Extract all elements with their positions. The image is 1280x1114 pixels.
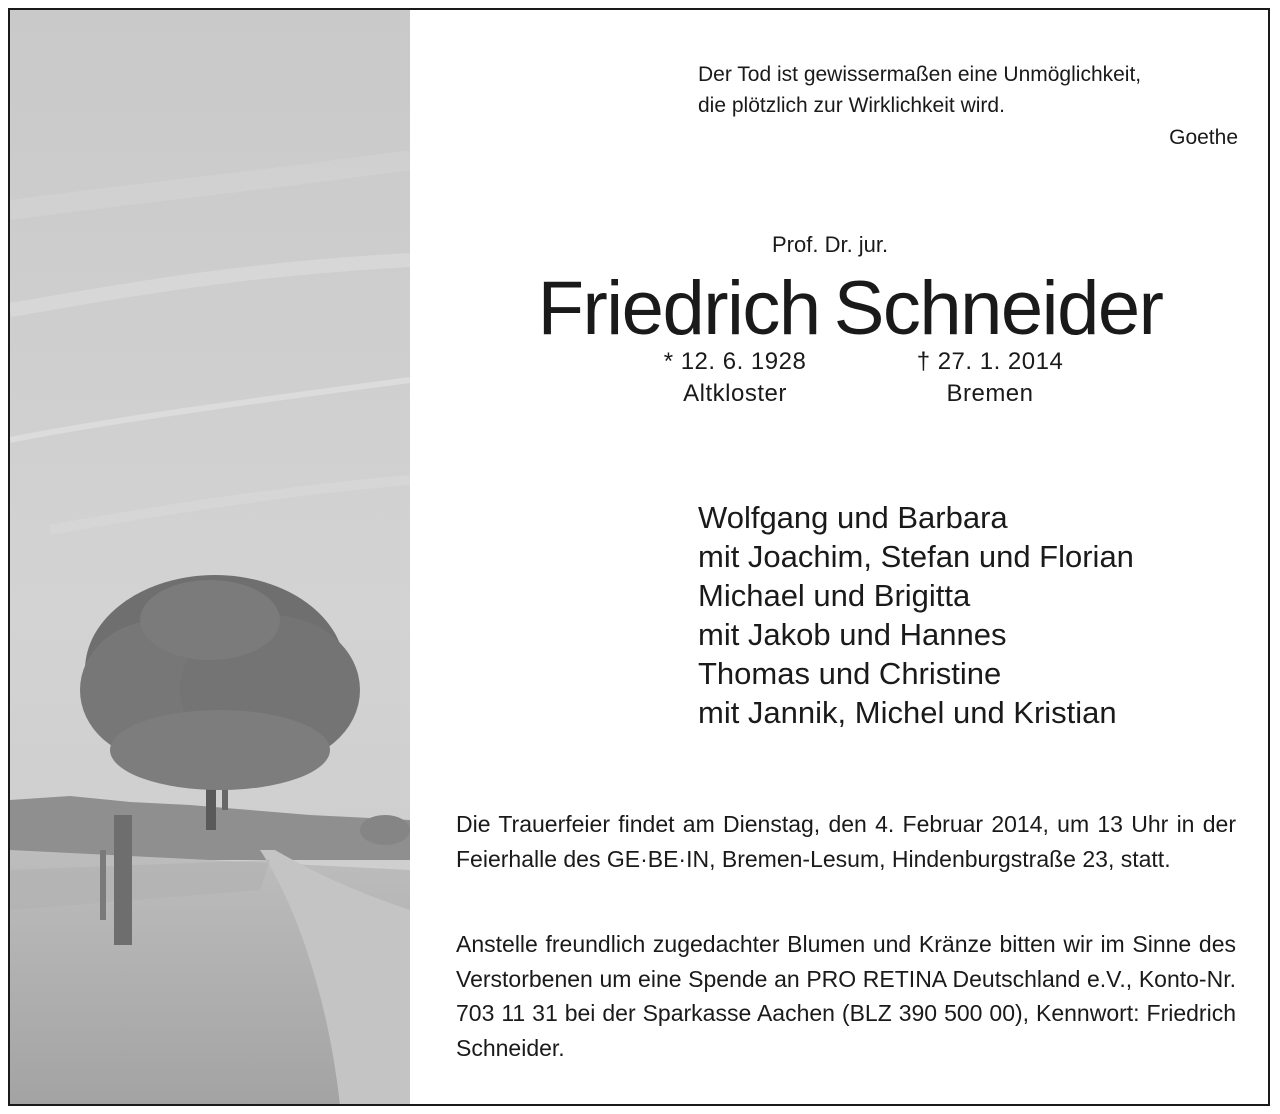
academic-title: Prof. Dr. jur. [772, 232, 889, 257]
birth-date: * 12. 6. 1928 [663, 348, 807, 375]
death-info [890, 346, 1090, 410]
landscape-photo [10, 10, 410, 1106]
donation-notice: Anstelle freundlich zugedachter Blumen und Kränze bitten wir im Sinne des Verstorbenen um eine Spende an PRO RETINA Deutschland e.V., Konto-Nr. 703 11 31 bei der Sparkasse Aachen (BLZ 390 500 00), Kennwort: Friedrich Schneider. [456, 931, 1236, 1061]
mourner-line: mit Jakob und Hannes [698, 617, 1007, 652]
mourner-line: Wolfgang und Barbara [698, 500, 1008, 535]
death-date: † 27. 1. 2014 [916, 348, 1064, 375]
quote-line-2: die plötzlich zur Wirklichkeit wird. [698, 94, 1005, 117]
goethe-quote [698, 59, 1238, 153]
last-name: Schneider [833, 266, 1163, 351]
deceased-name [505, 264, 1195, 354]
death-place: Bremen [946, 380, 1034, 407]
mourners-list [698, 498, 1134, 732]
funeral-notice: Die Trauerfeier findet am Dienstag, den 4. Februar 2014, um 13 Uhr in der Feierhalle des GE·BE·IN, Bremen-Lesum, Hindenburgstraße 23, statt. [456, 811, 1236, 872]
mourner-line: Thomas und Christine [698, 656, 1002, 691]
quote-author: Goethe [1169, 126, 1238, 149]
quote-line-1: Der Tod ist gewissermaßen eine Unmöglichkeit, [698, 63, 1142, 86]
obituary-notice [8, 8, 1270, 1106]
first-name: Friedrich [537, 266, 820, 351]
mourner-line: mit Jannik, Michel und Kristian [698, 695, 1117, 730]
mourner-line: Michael und Brigitta [698, 578, 971, 613]
birth-info [630, 346, 840, 410]
notice-text [410, 10, 1270, 1106]
birth-place: Altkloster [683, 380, 787, 407]
mourner-line: mit Joachim, Stefan und Florian [698, 539, 1134, 574]
